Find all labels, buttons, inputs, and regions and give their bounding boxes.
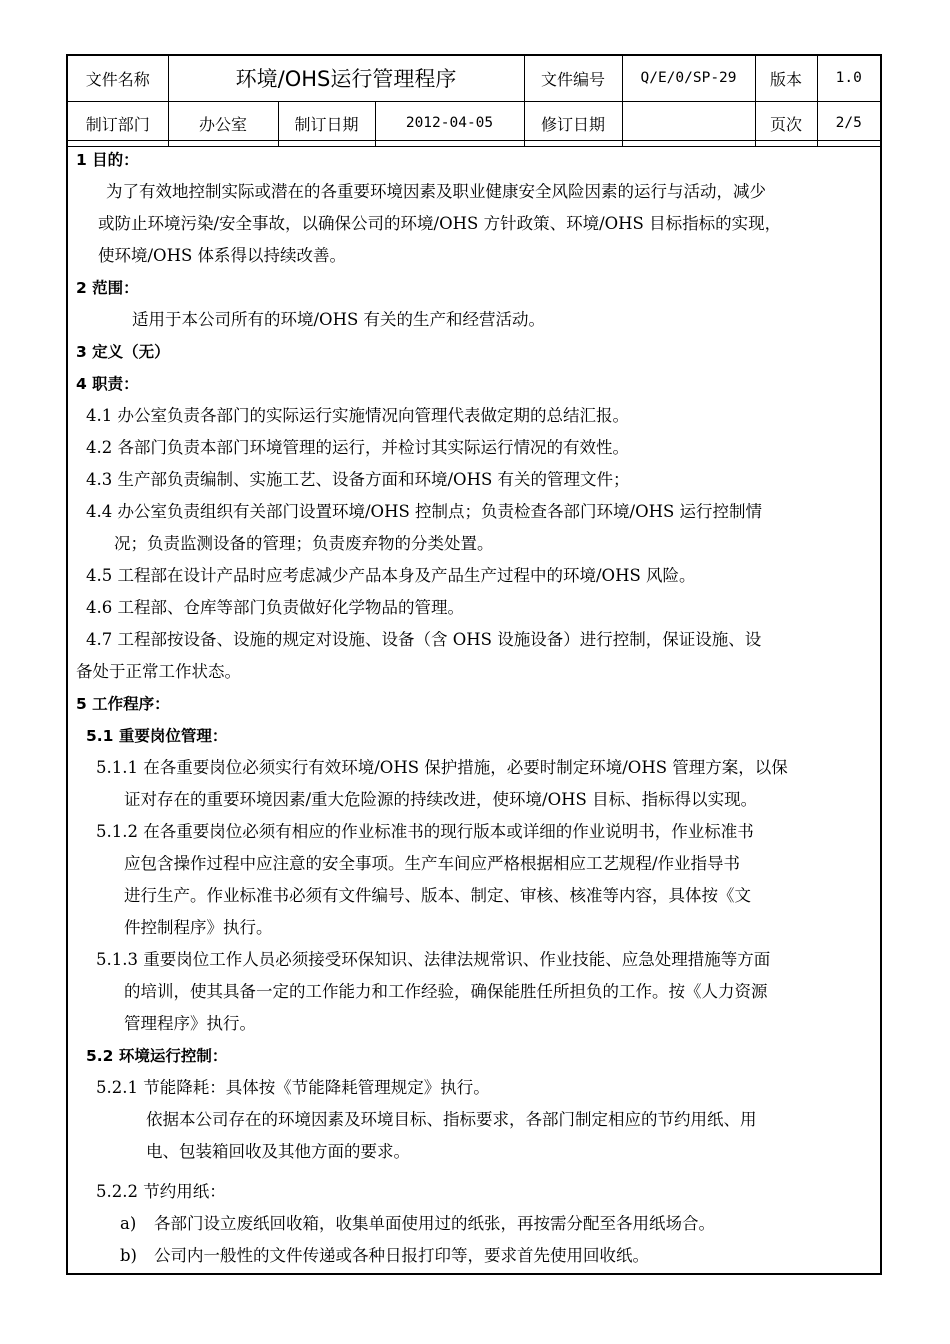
- section-heading: 2 范围：: [76, 279, 139, 297]
- text-line: 4.2 各部门负责本部门环境管理的运行，并检讨其实际运行情况的有效性。: [86, 438, 629, 457]
- list-marker: a): [120, 1214, 137, 1233]
- subsection-heading: 5.2 环境运行控制：: [86, 1047, 228, 1065]
- text-line: 5.1.2 在各重要岗位必须有相应的作业标准书的现行版本或详细的作业说明书，作业标准书: [96, 822, 754, 841]
- page-value: 2/5: [817, 101, 880, 146]
- text-line: 应包含操作过程中应注意的安全事项。生产车间应严格根据相应工艺规程/作业指导书: [124, 854, 741, 873]
- date-label: 制订日期: [278, 101, 375, 146]
- section-heading: 5 工作程序：: [76, 695, 170, 713]
- text-line: 4.5 工程部在设计产品时应考虑减少产品本身及产品生产过程中的环境/OHS 风险。: [86, 566, 696, 585]
- text-line: 为了有效地控制实际或潜在的各重要环境因素及职业健康安全风险因素的运行与活动，减少: [106, 182, 766, 201]
- text-line: 5.2.2 节约用纸：: [96, 1182, 226, 1201]
- header-table: [68, 56, 880, 102]
- dept-label: 制订部门: [68, 101, 168, 146]
- date-value: 2012-04-05: [375, 101, 524, 146]
- subsection-heading: 5.1 重要岗位管理：: [86, 727, 228, 745]
- revise-label: 修订日期: [524, 101, 622, 146]
- text-line: 4.7 工程部按设备、设施的规定对设施、设备（含 OHS 设施设备）进行控制，保证设施、设: [86, 630, 762, 649]
- doc-name-label: 文件名称: [68, 56, 168, 101]
- text-line: 适用于本公司所有的环境/OHS 有关的生产和经营活动。: [132, 310, 546, 329]
- doc-title: 环境/OHS运行管理程序: [168, 56, 524, 101]
- text-line: 5.1.3 重要岗位工作人员必须接受环保知识、法律法规常识、作业技能、应急处理措施等方面: [96, 950, 771, 969]
- section-heading: 1 目的：: [76, 151, 139, 169]
- text-line: 进行生产。作业标准书必须有文件编号、版本、制定、审核、核准等内容，具体按《文: [124, 886, 751, 905]
- text-line: 依据本公司存在的环境因素及环境目标、指标要求，各部门制定相应的节约用纸、用: [146, 1110, 757, 1129]
- text-line: 5.2.1 节能降耗：具体按《节能降耗管理规定》执行。: [96, 1078, 490, 1097]
- text-line: 4.1 办公室负责各部门的实际运行实施情况向管理代表做定期的总结汇报。: [86, 406, 629, 425]
- text-line: 件控制程序》执行。: [124, 918, 273, 937]
- version-value: 1.0: [817, 56, 880, 101]
- text-line: 电、包装箱回收及其他方面的要求。: [146, 1142, 410, 1161]
- list-marker: b): [120, 1246, 137, 1265]
- text-line: 4.6 工程部、仓库等部门负责做好化学物品的管理。: [86, 598, 464, 617]
- text-line: 5.1.1 在各重要岗位必须实行有效环境/OHS 保护措施，必要时制定环境/OHS 管理方案，以保: [96, 758, 788, 777]
- version-label: 版本: [755, 56, 817, 101]
- section-heading: 3 定义（无）: [76, 343, 170, 361]
- text-line: 或防止环境污染/安全事故，以确保公司的环境/OHS 方针政策、环境/OHS 目标指标的实现，: [98, 214, 782, 233]
- doc-no: Q/E/0/SP-29: [622, 56, 755, 101]
- text-line: 4.3 生产部负责编制、实施工艺、设备方面和环境/OHS 有关的管理文件；: [86, 470, 630, 489]
- page-label: 页次: [755, 101, 817, 146]
- text-line: 备处于正常工作状态。: [76, 662, 241, 681]
- doc-no-label: 文件编号: [524, 56, 622, 101]
- text-line: 4.4 办公室负责组织有关部门设置环境/OHS 控制点；负责检查各部门环境/OHS 运行控制情: [86, 502, 763, 521]
- dept-value: 办公室: [168, 101, 278, 146]
- list-item: 各部门设立废纸回收箱，收集单面使用过的纸张，再按需分配至各用纸场合。: [154, 1214, 715, 1233]
- section-heading: 4 职责：: [76, 375, 139, 393]
- text-line: 证对存在的重要环境因素/重大危险源的持续改进，使环境/OHS 目标、指标得以实现。: [124, 790, 758, 809]
- document-frame: [66, 54, 882, 1275]
- text-line: 的培训，使其具备一定的工作能力和工作经验，确保能胜任所担负的工作。按《人力资源: [124, 982, 768, 1001]
- document-body: [68, 140, 880, 1273]
- text-line: 况；负责监测设备的管理；负责废弃物的分类处置。: [114, 534, 494, 553]
- list-item: 公司内一般性的文件传递或各种日报打印等，要求首先使用回收纸。: [154, 1246, 649, 1265]
- text-line: 管理程序》执行。: [124, 1014, 256, 1033]
- text-line: 使环境/OHS 体系得以持续改善。: [98, 246, 347, 265]
